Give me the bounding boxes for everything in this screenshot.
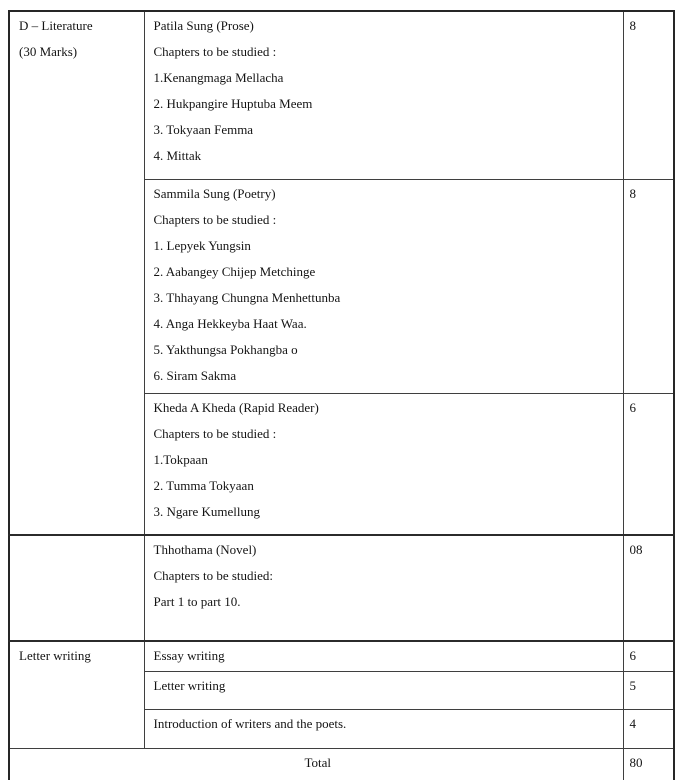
table-row — [9, 535, 674, 641]
text-line: D – Literature — [19, 18, 93, 33]
text-line: 4. Anga Hekkeyba Haat Waa. — [153, 316, 307, 331]
text-line: Chapters to be studied: — [153, 568, 274, 583]
text-line: (30 Marks) — [19, 44, 78, 59]
text-line: 1. Lepyek Yungsin — [153, 238, 251, 253]
text-line: 1.Kenangmaga Mellacha — [153, 70, 284, 85]
section-label-cell-literature — [9, 11, 144, 535]
text-line: Chapters to be studied : — [153, 212, 277, 227]
text-line: Thhothama (Novel) — [153, 542, 257, 557]
text-line: Sammila Sung (Poetry) — [153, 186, 276, 201]
total-marks-cell: 80 — [623, 749, 674, 780]
total-label-cell: Total — [9, 749, 623, 780]
marks-cell: 08 — [623, 535, 674, 641]
text-line: 1.Tokpaan — [153, 452, 208, 467]
text-line: 3. Ngare Kumellung — [153, 504, 261, 519]
text-line: 5. Yakthungsa Pokhangba o — [153, 342, 298, 357]
content-cell-rapid-reader — [144, 394, 623, 536]
table-row — [9, 11, 674, 180]
content-cell-writers-introduction — [144, 710, 623, 749]
text-line: Part 1 to part 10. — [153, 594, 241, 609]
content-cell-prose — [144, 11, 623, 180]
text-line: Chapters to be studied : — [153, 44, 277, 59]
table-row — [9, 641, 674, 672]
text-line: Letter writing — [153, 678, 226, 693]
text-line: 2. Tumma Tokyaan — [153, 478, 254, 493]
marks-cell: 6 — [623, 394, 674, 536]
text-line: 2. Aabangey Chijep Metchinge — [153, 264, 316, 279]
text-line: Kheda A Kheda (Rapid Reader) — [153, 400, 319, 415]
text-line: 3. Tokyaan Femma — [153, 122, 254, 137]
syllabus-marks-table — [8, 10, 675, 780]
text-line: Introduction of writers and the poets. — [153, 716, 347, 731]
marks-cell: 8 — [623, 11, 674, 180]
content-cell-letter-writing — [144, 672, 623, 710]
text-line: 4. Mittak — [153, 148, 202, 163]
marks-cell: 6 — [623, 641, 674, 672]
text-line: Chapters to be studied : — [153, 426, 277, 441]
text-line: Letter writing — [19, 648, 91, 663]
section-label-cell-empty — [9, 535, 144, 641]
content-cell-essay-writing — [144, 641, 623, 672]
marks-cell: 4 — [623, 710, 674, 749]
table-row-total — [9, 749, 674, 780]
text-line: Essay writing — [153, 648, 225, 663]
marks-cell: 5 — [623, 672, 674, 710]
text-line: 6. Siram Sakma — [153, 368, 237, 383]
content-cell-poetry — [144, 180, 623, 394]
content-cell-novel — [144, 535, 623, 641]
section-label-cell-letter-writing — [9, 641, 144, 749]
text-line: 2. Hukpangire Huptuba Meem — [153, 96, 313, 111]
marks-cell: 8 — [623, 180, 674, 394]
text-line: Patila Sung (Prose) — [153, 18, 254, 33]
text-line: 3. Thhayang Chungna Menhettunba — [153, 290, 341, 305]
